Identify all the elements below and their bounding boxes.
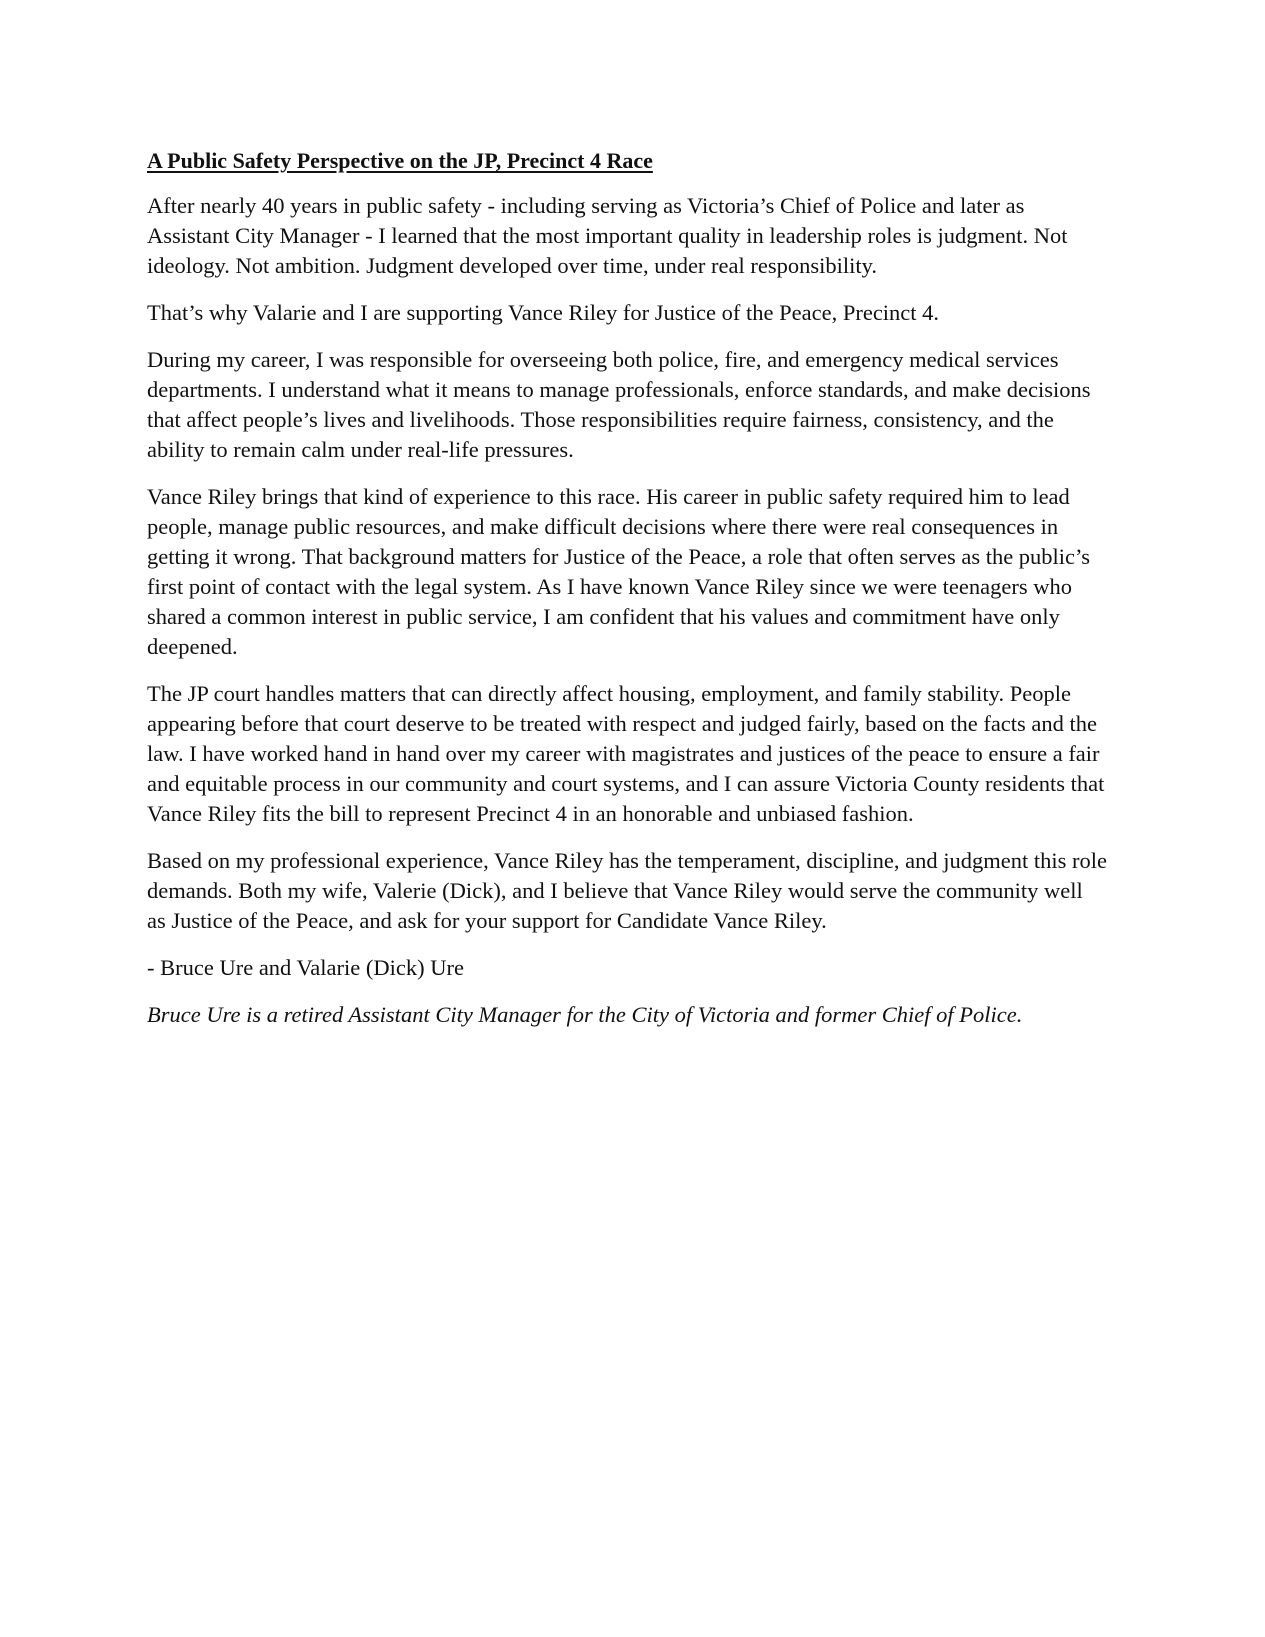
paragraph-career: During my career, I was responsible for overseeing both police, fire, and emergency medical services departments. I understand what it means to manage professionals, enforce standards, and make decisions that affect people’s lives and livelihoods. Those responsibilities require fairness, consistency, and the ability to remain calm under real-life pressures.	[147, 347, 1091, 462]
letter-document	[147, 146, 1107, 1030]
paragraph-jp-court: The JP court handles matters that can directly affect housing, employment, and family stability. People appearing before that court deserve to be treated with respect and judged fairly, based on the facts and the law. I have worked hand in hand over my career with magistrates and justices of the peace to ensure a fair and equitable process in our community and court systems, and I can assure Victoria County residents that Vance Riley fits the bill to represent Precinct 4 in an honorable and unbiased fashion.	[147, 681, 1105, 826]
author-bio: Bruce Ure is a retired Assistant City Manager for the City of Victoria and former Chief of Police.	[147, 1002, 1023, 1027]
signature-line: - Bruce Ure and Valarie (Dick) Ure	[147, 955, 464, 980]
paragraph-intro: After nearly 40 years in public safety - including serving as Victoria’s Chief of Police and later as Assistant City Manager - I learned that the most important quality in leadership roles is judgment. Not ideology. Not ambition. Judgment developed over time, under real responsibility.	[147, 193, 1068, 278]
document-title: A Public Safety Perspective on the JP, Precinct 4 Race	[147, 148, 653, 173]
paragraph-conclusion: Based on my professional experience, Vance Riley has the temperament, discipline, and judgment this role demands. Both my wife, Valerie (Dick), and I believe that Vance Riley would serve the community well as Justice of the Peace, and ask for your support for Candidate Vance Riley.	[147, 848, 1107, 933]
paragraph-endorsement: That’s why Valarie and I are supporting Vance Riley for Justice of the Peace, Precinct 4.	[147, 300, 940, 325]
paragraph-candidate-experience: Vance Riley brings that kind of experience to this race. His career in public safety required him to lead people, manage public resources, and make difficult decisions where there were real consequences in getting it wrong. That background matters for Justice of the Peace, a role that often serves as the public’s first point of contact with the legal system. As I have known Vance Riley since we were teenagers who shared a common interest in public service, I am confident that his values and commitment have only deepened.	[147, 484, 1091, 659]
